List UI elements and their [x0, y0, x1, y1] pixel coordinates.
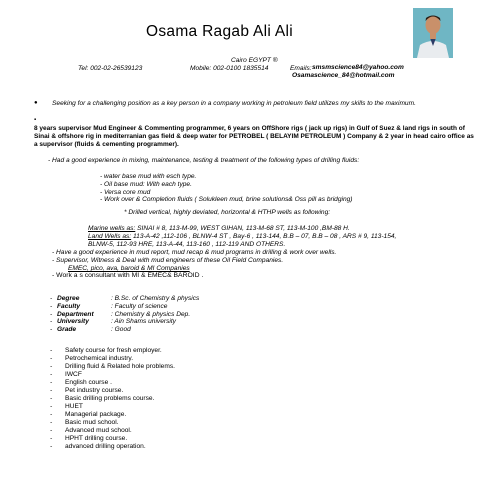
course-dash: - — [50, 403, 53, 410]
summary-text: 8 years supervisor Mud Engineer & Commenting programmer, 6 years on OffShore rigs ( jack up rigs) in Gulf of Suez & land rigs in south of Sinai & offshore rig in mediterranian gas field & deep water for PETROBEL ( BELAYIM PETROLEUM ) Company & 2 year in head cairo office as a supervisor (fluids & cementing programmer). — [34, 125, 474, 149]
mobile-text: Mobile: 002-0100 1835514 — [190, 65, 269, 72]
course-item: Managerial package. — [65, 411, 127, 418]
edu-value-department: : Chemistry & physics Dep. — [111, 311, 191, 318]
course-dash: - — [50, 435, 53, 442]
email-primary[interactable]: smsmscience84@yahoo.com — [312, 64, 404, 71]
course-item: Safety course for fresh employer. — [65, 347, 162, 354]
edu-value-grade: : Good — [111, 326, 131, 333]
course-item: Basic mud school. — [65, 419, 119, 426]
course-item: HUET — [65, 403, 83, 410]
marine-wells — [88, 225, 350, 233]
emails-label: Emails: — [290, 65, 312, 72]
companies-list: EMEC, pico, ava, baroid & MI Companies — [68, 265, 190, 272]
experience-supervisor: - Supervisor, Witness & Deal with mud engineers of these Oil Field Companies. — [52, 257, 284, 264]
fluid-item: - Versa core mud — [100, 189, 151, 196]
course-dash: - — [50, 355, 53, 362]
marine-wells-label: Marine wells as: — [88, 225, 136, 232]
course-item: Basic drilling problems course. — [65, 395, 155, 402]
course-item: HPHT drilling course. — [65, 435, 128, 442]
edu-dash: - — [50, 311, 53, 318]
experience-intro: - Had a good experience in mixing, maintenance, testing & treatment of the following types of drilling fluids: — [48, 157, 360, 164]
course-item: advanced drilling operation. — [65, 443, 146, 450]
course-dash: - — [50, 363, 53, 370]
land-wells-continued: BLNW-5, 112-93 HRE, 113-A-44, 113-160 , 112-119 AND OTHERS. — [88, 241, 286, 248]
course-dash: - — [50, 411, 53, 418]
edu-value-faculty: : Faculty of science — [111, 303, 168, 310]
edu-key-grade: Grade — [57, 326, 77, 333]
telephone-text: Tel: 002-02-26539123 — [78, 65, 143, 72]
candidate-name: Osama Ragab Ali Ali — [146, 23, 293, 40]
summary-bullet: ▪ — [34, 117, 37, 123]
consultant-line: - Work a s consultant with MI & EMEC& BAROID . — [52, 272, 204, 279]
edu-dash: - — [50, 318, 53, 325]
edu-key-degree: Degree — [57, 295, 80, 302]
course-item: IWCF — [65, 371, 82, 378]
land-wells-label: Land Wells as: — [88, 233, 132, 240]
course-item: English course . — [65, 379, 112, 386]
course-dash: - — [50, 347, 53, 354]
edu-key-faculty: Faculty — [57, 303, 81, 310]
fluid-item: - water base mud with esch type. — [100, 173, 197, 180]
profile-photo — [413, 8, 453, 58]
course-dash: - — [50, 387, 53, 394]
course-dash: - — [50, 379, 53, 386]
edu-dash: - — [50, 303, 53, 310]
email-secondary[interactable]: Osamascience_84@hotmail.com — [292, 72, 395, 79]
experience-report: - Have a good experience in mud report, mud recap & mud programs in drilling & work over wells. — [52, 249, 337, 256]
course-item: Advanced mud school. — [65, 427, 132, 434]
wells-note: * Drilled vertical, highly deviated, horizontal & HTHP wells as following: — [124, 209, 331, 216]
course-item: Petrochemical industry. — [65, 355, 134, 362]
fluid-item: - Oil base mud: With each type. — [100, 181, 192, 188]
edu-value-degree: : B.Sc. of Chemistry & physics — [111, 295, 200, 302]
course-dash: - — [50, 427, 53, 434]
course-dash: - — [50, 371, 53, 378]
location-text: Cairo EGYPT ® — [231, 57, 278, 64]
edu-key-university: University — [57, 318, 89, 325]
edu-dash: - — [50, 295, 53, 302]
course-dash: - — [50, 419, 53, 426]
edu-key-department: Department — [57, 311, 94, 318]
objective-text: Seeking for a challenging position as a key person in a company working in petroleum field utilizes my skills to the maximum. — [52, 100, 416, 107]
course-item: Pet industry course. — [65, 387, 124, 394]
land-wells-list: 113-A-42 ,112-106 , BLNW-4 ST , Bay-6 , 113-144, B.B – 07, B.B – 08 , ARS # 9, 113-154, — [131, 233, 397, 240]
land-wells — [88, 233, 396, 241]
fluid-item: - Work over & Completion fluids ( Solukleen mud, brine solutions& Oss pill as bridging) — [100, 196, 353, 203]
course-item: Drilling fluid & Related hole problems. — [65, 363, 175, 370]
course-dash: - — [50, 443, 53, 450]
edu-value-university: : Ain Shams university — [111, 318, 176, 325]
course-dash: - — [50, 395, 53, 402]
objective-bullet: ● — [34, 100, 38, 106]
edu-dash: - — [50, 326, 53, 333]
marine-wells-list: SINAI # 8, 113-M-99, WEST GIHAN, 113-M-68 ST, 113-M-100 ,BM-88 H. — [135, 225, 350, 232]
